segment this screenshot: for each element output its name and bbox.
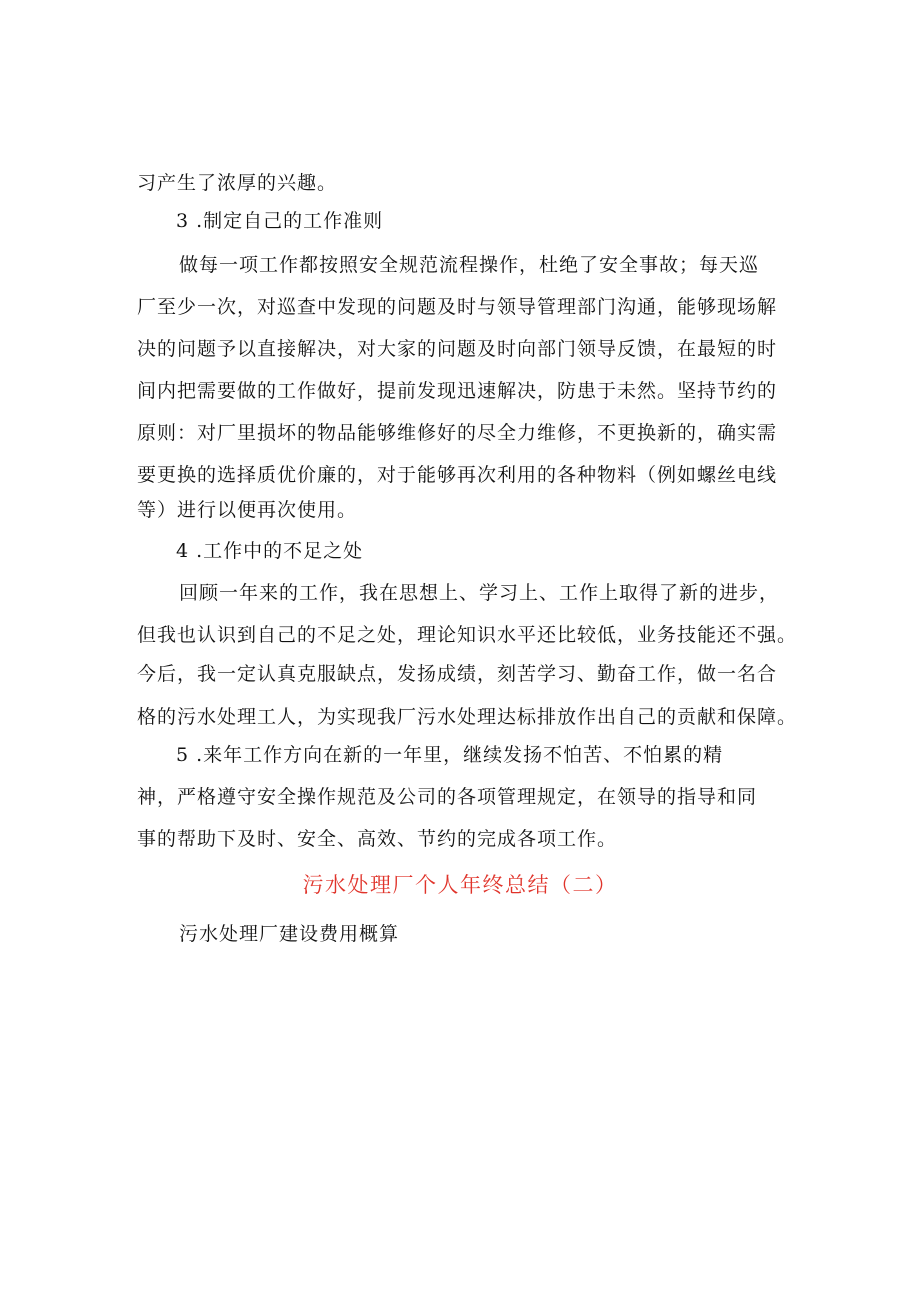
paragraph-line: 决的问题予以直接解决，对大家的问题及时向部门领导反馈，在最短的时 xyxy=(137,338,778,360)
section-heading-5: 5 .来年工作方向在新的一年里，继续发扬不怕苦、不怕累的精 xyxy=(176,744,724,766)
paragraph-line: 习产生了浓厚的兴趣。 xyxy=(137,172,338,194)
subheading: 污水处理厂建设费用概算 xyxy=(179,923,400,945)
paragraph-line: 做每一项工作都按照安全规范流程操作，杜绝了安全事故；每天巡 xyxy=(179,254,760,276)
paragraph-line: 回顾一年来的工作，我在思想上、学习上、工作上取得了新的进步， xyxy=(179,582,780,604)
paragraph-line: 原则：对厂里损坏的物品能够维修好的尽全力维修，不更换新的，确实需 xyxy=(137,422,778,444)
paragraph-line: 间内把需要做的工作做好，提前发现迅速解决，防患于未然。坚持节约的 xyxy=(137,380,778,402)
section-heading-3: 3 .制定自己的工作准则 xyxy=(176,210,384,232)
paragraph-line: 要更换的选择质优价廉的，对于能够再次利用的各种物料（例如螺丝电线 xyxy=(137,464,778,486)
paragraph-line: 格的污水处理工人，为实现我厂污水处理达标排放作出自己的贡献和保障。 xyxy=(137,706,798,728)
paragraph-line: 但我也认识到自己的不足之处，理论知识水平还比较低，业务技能还不强。 xyxy=(137,624,798,646)
section-heading-4: 4 .工作中的不足之处 xyxy=(176,540,364,562)
paragraph-line: 今后，我一定认真克服缺点，发扬成绩，刻苦学习、勤奋工作，做一名合 xyxy=(137,663,778,685)
paragraph-line: 事的帮助下及时、安全、高效、节约的完成各项工作。 xyxy=(137,828,618,850)
paragraph-line: 神，严格遵守安全操作规范及公司的各项管理规定，在领导的指导和同 xyxy=(137,786,758,808)
section-title: 污水处理厂个人年终总结（二） xyxy=(302,873,618,897)
paragraph-line: 等）进行以便再次使用。 xyxy=(137,499,358,521)
paragraph-line: 厂至少一次，对巡查中发现的问题及时与领导管理部门沟通，能够现场解 xyxy=(137,296,778,318)
